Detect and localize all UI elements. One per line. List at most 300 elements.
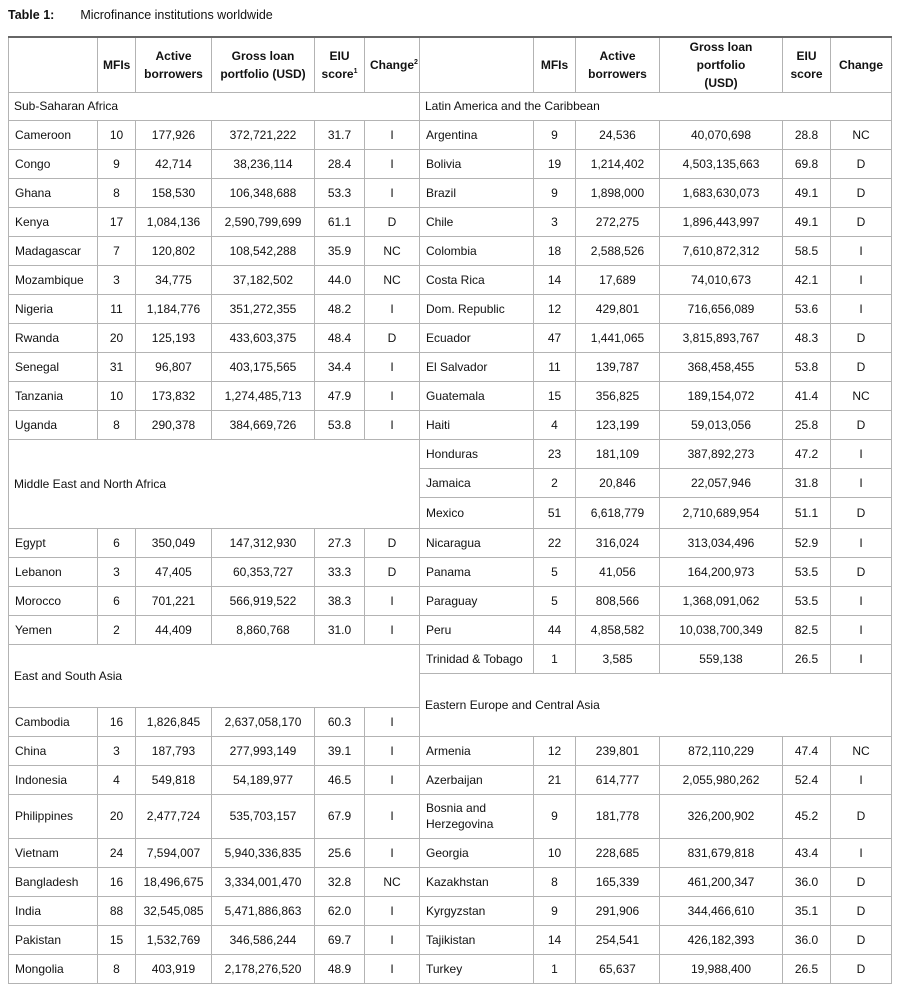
left-mfis-cell: 88	[98, 896, 136, 925]
right-eiu-score-cell: 35.1	[783, 896, 831, 925]
left-change-cell: D	[365, 323, 420, 352]
right-eiu-score-cell: 82.5	[783, 615, 831, 644]
left-country-cell: Cambodia	[9, 707, 98, 736]
right-eiu-score-cell: 45.2	[783, 794, 831, 838]
right-active-borrowers-cell: 228,685	[576, 838, 660, 867]
right-active-borrowers-cell: 2,588,526	[576, 236, 660, 265]
left-country-cell: Nigeria	[9, 294, 98, 323]
right-change-cell: I	[831, 468, 892, 497]
right-country-cell: Kyrgyzstan	[420, 896, 534, 925]
right-active-borrowers-cell: 3,585	[576, 644, 660, 673]
table-row	[9, 867, 892, 896]
table-row	[9, 178, 892, 207]
table-row	[9, 644, 892, 673]
right-mfis-cell: 44	[534, 615, 576, 644]
right-active-borrowers-cell: 272,275	[576, 207, 660, 236]
right-country-cell: Guatemala	[420, 381, 534, 410]
left-change-cell: I	[365, 410, 420, 439]
right-country-cell: Azerbaijan	[420, 765, 534, 794]
left-gross-loan-cell: 106,348,688	[212, 178, 315, 207]
left-gross-loan-cell: 60,353,727	[212, 557, 315, 586]
right-country-cell: Brazil	[420, 178, 534, 207]
table-row	[9, 294, 892, 323]
table-row	[9, 93, 892, 121]
table-row	[9, 439, 892, 468]
left-mfis-cell: 9	[98, 149, 136, 178]
header-eiu-right: EIU score	[783, 37, 831, 93]
left-active-borrowers-cell: 701,221	[136, 586, 212, 615]
left-gross-loan-cell: 5,940,336,835	[212, 838, 315, 867]
left-active-borrowers-cell: 350,049	[136, 528, 212, 557]
left-eiu-score-cell: 53.3	[315, 178, 365, 207]
left-mfis-cell: 2	[98, 615, 136, 644]
right-gross-loan-cell: 164,200,973	[660, 557, 783, 586]
table-row	[9, 954, 892, 983]
right-gross-loan-cell: 59,013,056	[660, 410, 783, 439]
right-mfis-cell: 12	[534, 294, 576, 323]
right-mfis-cell: 9	[534, 794, 576, 838]
left-eiu-score-cell: 38.3	[315, 586, 365, 615]
left-gross-loan-cell: 346,586,244	[212, 925, 315, 954]
left-gross-loan-cell: 535,703,157	[212, 794, 315, 838]
left-change-cell: NC	[365, 867, 420, 896]
left-change-cell: I	[365, 925, 420, 954]
right-gross-loan-cell: 559,138	[660, 644, 783, 673]
left-mfis-cell: 24	[98, 838, 136, 867]
left-eiu-score-cell: 48.2	[315, 294, 365, 323]
left-change-cell: I	[365, 615, 420, 644]
right-country-cell: Jamaica	[420, 468, 534, 497]
left-country-cell: Madagascar	[9, 236, 98, 265]
header-eiu-left: EIU score$^1$	[315, 37, 365, 93]
right-country-cell: Kazakhstan	[420, 867, 534, 896]
right-gross-loan-cell: 4,503,135,663	[660, 149, 783, 178]
left-change-cell: I	[365, 707, 420, 736]
right-active-borrowers-cell: 65,637	[576, 954, 660, 983]
left-country-cell: Bangladesh	[9, 867, 98, 896]
right-change-cell: I	[831, 265, 892, 294]
left-eiu-score-cell: 47.9	[315, 381, 365, 410]
left-gross-loan-cell: 5,471,886,863	[212, 896, 315, 925]
left-country-cell: Kenya	[9, 207, 98, 236]
right-gross-loan-cell: 368,458,455	[660, 352, 783, 381]
table-row	[9, 615, 892, 644]
left-gross-loan-cell: 351,272,355	[212, 294, 315, 323]
left-mfis-cell: 11	[98, 294, 136, 323]
right-gross-loan-cell: 426,182,393	[660, 925, 783, 954]
left-country-cell: Uganda	[9, 410, 98, 439]
left-eiu-score-cell: 67.9	[315, 794, 365, 838]
left-eiu-score-cell: 31.7	[315, 120, 365, 149]
left-gross-loan-cell: 37,182,502	[212, 265, 315, 294]
left-mfis-cell: 3	[98, 736, 136, 765]
right-gross-loan-cell: 10,038,700,349	[660, 615, 783, 644]
right-mfis-cell: 1	[534, 644, 576, 673]
right-country-cell: Argentina	[420, 120, 534, 149]
left-eiu-score-cell: 32.8	[315, 867, 365, 896]
left-active-borrowers-cell: 403,919	[136, 954, 212, 983]
right-country-cell: Costa Rica	[420, 265, 534, 294]
left-eiu-score-cell: 35.9	[315, 236, 365, 265]
right-mfis-cell: 21	[534, 765, 576, 794]
right-mfis-cell: 18	[534, 236, 576, 265]
right-gross-loan-cell: 3,815,893,767	[660, 323, 783, 352]
table-row	[9, 265, 892, 294]
right-active-borrowers-cell: 1,898,000	[576, 178, 660, 207]
left-eiu-score-cell: 33.3	[315, 557, 365, 586]
right-country-cell: Panama	[420, 557, 534, 586]
left-gross-loan-cell: 277,993,149	[212, 736, 315, 765]
right-mfis-cell: 14	[534, 265, 576, 294]
table-row	[9, 236, 892, 265]
right-change-cell: I	[831, 586, 892, 615]
right-country-cell: Tajikistan	[420, 925, 534, 954]
left-gross-loan-cell: 38,236,114	[212, 149, 315, 178]
header-active-right: Active borrowers	[576, 37, 660, 93]
right-mfis-cell: 1	[534, 954, 576, 983]
left-mfis-cell: 16	[98, 707, 136, 736]
right-mfis-cell: 19	[534, 149, 576, 178]
header-change-left: Change$^2$	[365, 37, 420, 93]
right-eiu-score-cell: 69.8	[783, 149, 831, 178]
left-gross-loan-cell: 384,669,726	[212, 410, 315, 439]
left-eiu-score-cell: 46.5	[315, 765, 365, 794]
right-country-cell: Armenia	[420, 736, 534, 765]
left-mfis-cell: 31	[98, 352, 136, 381]
table-row	[9, 410, 892, 439]
left-change-cell: I	[365, 896, 420, 925]
right-country-cell: Chile	[420, 207, 534, 236]
right-country-cell: Bosnia and Herzegovina	[420, 794, 534, 838]
right-active-borrowers-cell: 808,566	[576, 586, 660, 615]
left-gross-loan-cell: 54,189,977	[212, 765, 315, 794]
left-change-cell: D	[365, 528, 420, 557]
right-active-borrowers-cell: 356,825	[576, 381, 660, 410]
right-eiu-score-cell: 47.4	[783, 736, 831, 765]
right-country-cell: Dom. Republic	[420, 294, 534, 323]
microfinance-table	[8, 36, 892, 984]
right-change-cell: D	[831, 410, 892, 439]
table-caption	[8, 8, 273, 22]
left-active-borrowers-cell: 1,532,769	[136, 925, 212, 954]
right-gross-loan-cell: 344,466,610	[660, 896, 783, 925]
header-mfis-left: MFIs	[98, 37, 136, 93]
right-active-borrowers-cell: 291,906	[576, 896, 660, 925]
right-section-eeca: Eastern Europe and Central Asia	[420, 673, 892, 736]
left-eiu-score-cell: 60.3	[315, 707, 365, 736]
left-mfis-cell: 20	[98, 794, 136, 838]
right-mfis-cell: 47	[534, 323, 576, 352]
right-eiu-score-cell: 36.0	[783, 867, 831, 896]
right-change-cell: D	[831, 207, 892, 236]
left-country-cell: India	[9, 896, 98, 925]
left-eiu-score-cell: 39.1	[315, 736, 365, 765]
left-active-borrowers-cell: 34,775	[136, 265, 212, 294]
header-country-left	[9, 37, 98, 93]
left-mfis-cell: 10	[98, 120, 136, 149]
left-active-borrowers-cell: 120,802	[136, 236, 212, 265]
right-mfis-cell: 22	[534, 528, 576, 557]
right-active-borrowers-cell: 139,787	[576, 352, 660, 381]
right-gross-loan-cell: 1,683,630,073	[660, 178, 783, 207]
left-active-borrowers-cell: 18,496,675	[136, 867, 212, 896]
left-eiu-score-cell: 25.6	[315, 838, 365, 867]
left-gross-loan-cell: 403,175,565	[212, 352, 315, 381]
right-change-cell: D	[831, 925, 892, 954]
left-eiu-score-cell: 61.1	[315, 207, 365, 236]
right-active-borrowers-cell: 24,536	[576, 120, 660, 149]
left-eiu-score-cell: 48.9	[315, 954, 365, 983]
left-country-cell: Mongolia	[9, 954, 98, 983]
left-gross-loan-cell: 2,637,058,170	[212, 707, 315, 736]
left-country-cell: Egypt	[9, 528, 98, 557]
left-mfis-cell: 8	[98, 954, 136, 983]
left-active-borrowers-cell: 44,409	[136, 615, 212, 644]
left-eiu-score-cell: 31.0	[315, 615, 365, 644]
left-mfis-cell: 16	[98, 867, 136, 896]
right-active-borrowers-cell: 165,339	[576, 867, 660, 896]
table-label: Table 1:	[8, 8, 55, 22]
right-change-cell: I	[831, 439, 892, 468]
right-eiu-score-cell: 26.5	[783, 644, 831, 673]
right-mfis-cell: 14	[534, 925, 576, 954]
right-country-cell: Turkey	[420, 954, 534, 983]
left-mfis-cell: 3	[98, 265, 136, 294]
right-country-cell: Ecuador	[420, 323, 534, 352]
right-mfis-cell: 3	[534, 207, 576, 236]
left-mfis-cell: 15	[98, 925, 136, 954]
right-gross-loan-cell: 22,057,946	[660, 468, 783, 497]
left-eiu-score-cell: 27.3	[315, 528, 365, 557]
left-section-ssa: Sub-Saharan Africa	[9, 93, 420, 121]
right-country-cell: Haiti	[420, 410, 534, 439]
left-mfis-cell: 17	[98, 207, 136, 236]
table-row	[9, 149, 892, 178]
right-change-cell: D	[831, 557, 892, 586]
right-change-cell: NC	[831, 381, 892, 410]
right-gross-loan-cell: 313,034,496	[660, 528, 783, 557]
left-active-borrowers-cell: 549,818	[136, 765, 212, 794]
right-mfis-cell: 11	[534, 352, 576, 381]
right-eiu-score-cell: 53.5	[783, 557, 831, 586]
left-country-cell: Tanzania	[9, 381, 98, 410]
right-mfis-cell: 9	[534, 896, 576, 925]
table-row	[9, 352, 892, 381]
right-change-cell: I	[831, 528, 892, 557]
right-mfis-cell: 15	[534, 381, 576, 410]
table-row	[9, 120, 892, 149]
table-row	[9, 557, 892, 586]
right-gross-loan-cell: 40,070,698	[660, 120, 783, 149]
header-active-left: Active borrowers	[136, 37, 212, 93]
left-active-borrowers-cell: 173,832	[136, 381, 212, 410]
right-eiu-score-cell: 36.0	[783, 925, 831, 954]
right-change-cell: D	[831, 323, 892, 352]
right-country-cell: Paraguay	[420, 586, 534, 615]
left-country-cell: Vietnam	[9, 838, 98, 867]
right-mfis-cell: 5	[534, 586, 576, 615]
left-country-cell: Pakistan	[9, 925, 98, 954]
left-change-cell: NC	[365, 265, 420, 294]
left-country-cell: Senegal	[9, 352, 98, 381]
left-country-cell: Ghana	[9, 178, 98, 207]
table-title: Microfinance institutions worldwide	[80, 8, 273, 22]
right-eiu-score-cell: 49.1	[783, 178, 831, 207]
left-mfis-cell: 7	[98, 236, 136, 265]
right-change-cell: D	[831, 867, 892, 896]
left-change-cell: I	[365, 765, 420, 794]
left-section-esa: East and South Asia	[9, 644, 420, 707]
left-eiu-score-cell: 28.4	[315, 149, 365, 178]
table-row	[9, 736, 892, 765]
right-active-borrowers-cell: 6,618,779	[576, 497, 660, 528]
left-gross-loan-cell: 147,312,930	[212, 528, 315, 557]
right-country-cell: Georgia	[420, 838, 534, 867]
left-change-cell: I	[365, 794, 420, 838]
right-mfis-cell: 5	[534, 557, 576, 586]
right-eiu-score-cell: 31.8	[783, 468, 831, 497]
left-change-cell: I	[365, 352, 420, 381]
left-change-cell: D	[365, 207, 420, 236]
left-gross-loan-cell: 8,860,768	[212, 615, 315, 644]
right-eiu-score-cell: 42.1	[783, 265, 831, 294]
left-active-borrowers-cell: 177,926	[136, 120, 212, 149]
table-row	[9, 323, 892, 352]
right-country-cell: Peru	[420, 615, 534, 644]
left-country-cell: Lebanon	[9, 557, 98, 586]
table-row	[9, 586, 892, 615]
left-gross-loan-cell: 2,178,276,520	[212, 954, 315, 983]
right-change-cell: D	[831, 896, 892, 925]
left-eiu-score-cell: 69.7	[315, 925, 365, 954]
left-gross-loan-cell: 2,590,799,699	[212, 207, 315, 236]
left-country-cell: Philippines	[9, 794, 98, 838]
right-eiu-score-cell: 51.1	[783, 497, 831, 528]
right-gross-loan-cell: 872,110,229	[660, 736, 783, 765]
left-mfis-cell: 8	[98, 410, 136, 439]
right-active-borrowers-cell: 239,801	[576, 736, 660, 765]
right-gross-loan-cell: 1,896,443,997	[660, 207, 783, 236]
right-change-cell: NC	[831, 736, 892, 765]
left-mfis-cell: 3	[98, 557, 136, 586]
right-change-cell: I	[831, 644, 892, 673]
header-gross-left: Gross loan portfolio (USD)	[212, 37, 315, 93]
right-mfis-cell: 2	[534, 468, 576, 497]
left-eiu-score-cell: 53.8	[315, 410, 365, 439]
left-gross-loan-cell: 3,334,001,470	[212, 867, 315, 896]
left-active-borrowers-cell: 2,477,724	[136, 794, 212, 838]
right-gross-loan-cell: 74,010,673	[660, 265, 783, 294]
right-active-borrowers-cell: 1,441,065	[576, 323, 660, 352]
left-gross-loan-cell: 433,603,375	[212, 323, 315, 352]
left-change-cell: I	[365, 178, 420, 207]
right-eiu-score-cell: 53.6	[783, 294, 831, 323]
right-eiu-score-cell: 53.8	[783, 352, 831, 381]
right-change-cell: D	[831, 352, 892, 381]
left-change-cell: I	[365, 149, 420, 178]
right-gross-loan-cell: 326,200,902	[660, 794, 783, 838]
right-eiu-score-cell: 49.1	[783, 207, 831, 236]
right-eiu-score-cell: 28.8	[783, 120, 831, 149]
table-row	[9, 896, 892, 925]
right-change-cell: NC	[831, 120, 892, 149]
table-row	[9, 207, 892, 236]
left-active-borrowers-cell: 7,594,007	[136, 838, 212, 867]
left-mfis-cell: 6	[98, 528, 136, 557]
table-row	[9, 528, 892, 557]
left-active-borrowers-cell: 1,826,845	[136, 707, 212, 736]
right-mfis-cell: 10	[534, 838, 576, 867]
left-change-cell: I	[365, 294, 420, 323]
right-gross-loan-cell: 831,679,818	[660, 838, 783, 867]
left-active-borrowers-cell: 1,184,776	[136, 294, 212, 323]
right-country-cell: Colombia	[420, 236, 534, 265]
right-gross-loan-cell: 461,200,347	[660, 867, 783, 896]
right-active-borrowers-cell: 123,199	[576, 410, 660, 439]
right-change-cell: D	[831, 497, 892, 528]
right-change-cell: D	[831, 178, 892, 207]
left-section-mena: Middle East and North Africa	[9, 439, 420, 528]
right-mfis-cell: 8	[534, 867, 576, 896]
right-eiu-score-cell: 48.3	[783, 323, 831, 352]
right-country-cell: Bolivia	[420, 149, 534, 178]
right-gross-loan-cell: 7,610,872,312	[660, 236, 783, 265]
left-active-borrowers-cell: 125,193	[136, 323, 212, 352]
right-mfis-cell: 9	[534, 120, 576, 149]
left-country-cell: Mozambique	[9, 265, 98, 294]
right-country-cell: Honduras	[420, 439, 534, 468]
table-row	[9, 794, 892, 838]
left-gross-loan-cell: 372,721,222	[212, 120, 315, 149]
right-active-borrowers-cell: 17,689	[576, 265, 660, 294]
left-change-cell: I	[365, 586, 420, 615]
left-active-borrowers-cell: 158,530	[136, 178, 212, 207]
right-eiu-score-cell: 43.4	[783, 838, 831, 867]
right-active-borrowers-cell: 316,024	[576, 528, 660, 557]
right-change-cell: D	[831, 149, 892, 178]
right-mfis-cell: 51	[534, 497, 576, 528]
left-eiu-score-cell: 62.0	[315, 896, 365, 925]
left-eiu-score-cell: 48.4	[315, 323, 365, 352]
right-change-cell: I	[831, 236, 892, 265]
table-row	[9, 838, 892, 867]
right-active-borrowers-cell: 429,801	[576, 294, 660, 323]
right-mfis-cell: 4	[534, 410, 576, 439]
right-gross-loan-cell: 387,892,273	[660, 439, 783, 468]
right-eiu-score-cell: 47.2	[783, 439, 831, 468]
left-active-borrowers-cell: 1,084,136	[136, 207, 212, 236]
right-country-cell: El Salvador	[420, 352, 534, 381]
right-gross-loan-cell: 2,055,980,262	[660, 765, 783, 794]
right-change-cell: I	[831, 294, 892, 323]
left-country-cell: China	[9, 736, 98, 765]
left-change-cell: D	[365, 557, 420, 586]
left-country-cell: Rwanda	[9, 323, 98, 352]
right-active-borrowers-cell: 181,109	[576, 439, 660, 468]
right-active-borrowers-cell: 4,858,582	[576, 615, 660, 644]
right-active-borrowers-cell: 181,778	[576, 794, 660, 838]
right-country-cell: Nicaragua	[420, 528, 534, 557]
left-country-cell: Yemen	[9, 615, 98, 644]
right-active-borrowers-cell: 614,777	[576, 765, 660, 794]
left-gross-loan-cell: 1,274,485,713	[212, 381, 315, 410]
left-mfis-cell: 4	[98, 765, 136, 794]
right-active-borrowers-cell: 41,056	[576, 557, 660, 586]
left-change-cell: I	[365, 838, 420, 867]
right-active-borrowers-cell: 20,846	[576, 468, 660, 497]
table-row	[9, 925, 892, 954]
left-change-cell: I	[365, 736, 420, 765]
